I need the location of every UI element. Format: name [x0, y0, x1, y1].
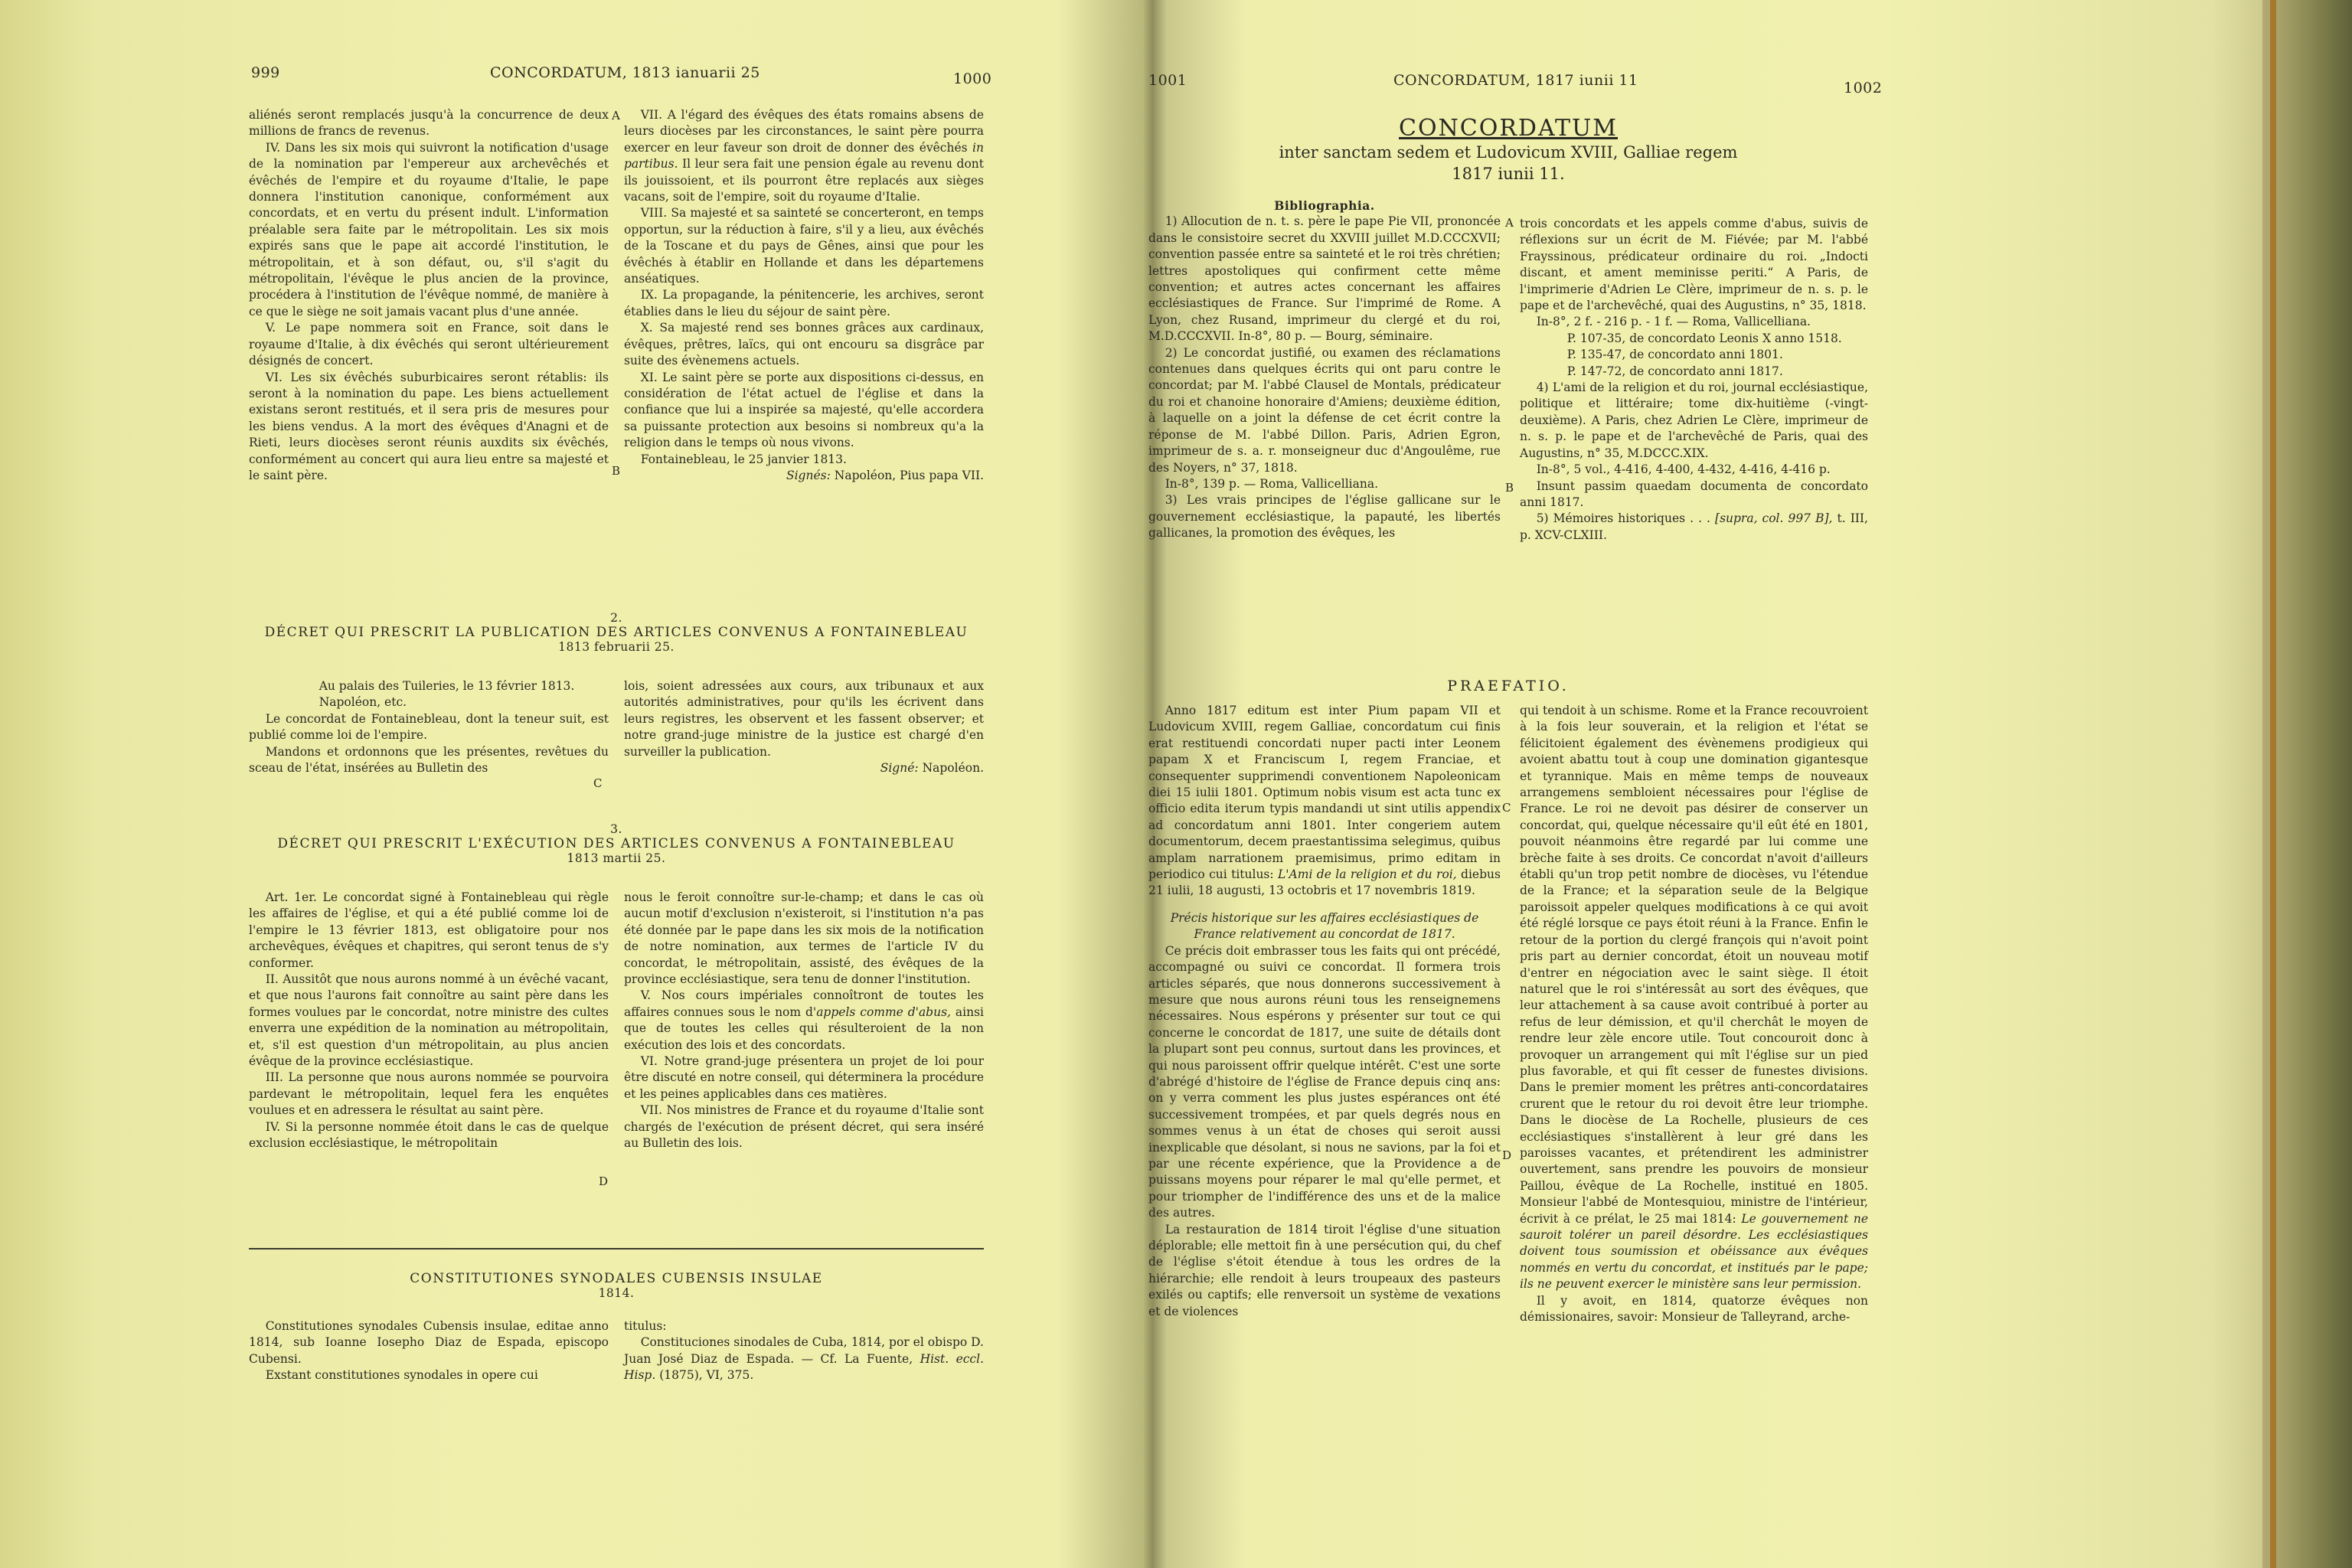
section-2-heading [249, 611, 984, 654]
bibliography-heading: Bibliographia. [1274, 198, 1375, 213]
bib-entry: In-8°, 2 f. - 216 p. - 1 f. — Roma, Vallicelliana. [1536, 315, 1811, 329]
paragraph: VIII. Sa majesté et sa sainteté se concerteront, en temps opportun, sur la réduction à faire, s'il y a lieu, aux évêchés de la Toscane et du pays de Gênes, ainsi que pour les évêchés à établir en Hollande et dans les départemens anséatiques. [624, 206, 984, 286]
paragraph: X. Sa majesté rend ses bonnes grâces aux cardinaux, évêques, prêtres, laïcs, qui ont encouru sa disgrâce par suite des évènemens actuels. [624, 321, 984, 368]
paragraph: Constitutiones synodales Cubensis insulae, editae anno 1814, sub Ioanne Iosepho Diaz de Espada, episcopo Cubensi. [249, 1319, 609, 1366]
paragraph: Il y avoit, en 1814, quatorze évêques non démissionaires, savoir: Monsieur de Talleyrand, arche- [1520, 1293, 1868, 1325]
margin-letter-b: B [612, 464, 621, 478]
margin-letter-c: C [593, 776, 603, 790]
margin-letter-a: A [612, 109, 620, 122]
paragraph: Mandons et ordonnons que les présentes, revêtues du sceau de l'état, insérées au Bulletin des [249, 744, 609, 776]
paragraph: La restauration de 1814 tiroit l'église d'une situation déplorable; elle mettoit fin à une persécution qui, du chef de l'église s'étoit étendue à tous les ordres de la hiérarchie; elle rendoit à leurs troupeaux des pasteurs exilés ou captifs; elle renversoit un système de vexations et de violences [1148, 1222, 1501, 1318]
paragraph: Au palais des Tuileries, le 13 février 1813. [318, 679, 575, 693]
section-4-col2 [624, 1318, 984, 1384]
section-date: 1814. [598, 1286, 635, 1300]
margin-letter-d: D [599, 1174, 609, 1188]
bibliography-col2 [1520, 216, 1868, 544]
paragraph: titulus: [624, 1319, 667, 1333]
left-col1-top [249, 107, 609, 484]
paragraph: Exstant constitutiones synodales in opere cui [265, 1368, 538, 1383]
concordat-date: 1817 iunii 11. [1452, 165, 1565, 183]
section-2-col1 [249, 678, 609, 776]
paragraph: VI. Notre grand-juge présentera un projet de loi pour être discuté en notre conseil, qui déterminera la procédure et les peines applicables dans ces matières. [624, 1054, 984, 1101]
section-number: 3. [610, 822, 622, 836]
left-page [0, 0, 1148, 1568]
paragraph: VII. Nos ministres de France et du royaume d'Italie sont chargés de l'exécution de présent décret, qui sera inséré au Bulletin des lois. [624, 1103, 984, 1151]
paragraph: aliénés seront remplacés jusqu'à la concurrence de deux millions de francs de revenus. [249, 108, 609, 139]
margin-letter-a: A [1505, 216, 1514, 230]
section-title: DÉCRET QUI PRESCRIT L'EXÉCUTION DES ARTICLES CONVENUS A FONTAINEBLEAU [277, 836, 956, 851]
bib-entry: 4) L'ami de la religion et du roi, journal ecclésiastique, politique et littéraire; tome dix-huitième (-vingt-deuxième). A Paris, chez Adrien Le Clère, imprimeur de n. s. p. le pape et de l'archevêché de Paris, quai des Augustins, n° 35, M.DCCC.XIX. [1520, 381, 1868, 460]
margin-letter-d: D [1502, 1148, 1512, 1162]
paragraph: Napoléon, etc. [318, 695, 407, 710]
binding-band [2270, 0, 2276, 1568]
paragraph: IV. Dans les six mois qui suivront la notification d'usage de la nomination par l'empereur aux archevêchés et évêchés de l'empire et du royaume d'Italie, le pape donnera l'institution canonique, conformément aux concordats, et en vertu du présent indult. L'information préalable sera faite par le métropolitain. Les six mois expirés sans que le pape ait accordé l'institution, le métropolitain, et à son défaut, ou, s'il s'agit du métropolitain, l'évêque le plus ancien de la province, procédera à l'institution de l'évêque nommé, de manière à ce que le siège ne soit jamais vacant plus d'une année. [249, 140, 609, 318]
paragraph: Art. 1er. Le concordat signé à Fontainebleau qui règle les affaires de l'église, et qui a été publié comme loi de l'empire le 13 février 1813, est obligatoire pour nos archevêques, évêques et chapitres, qui seront tenus de s'y conformer. [249, 890, 609, 970]
paragraph: VII. A l'égard des évêques des états romains absens de leurs diocèses par les circonstances, le saint père pourra exercer en leur faveur son droit de donner des évêchés in partibus. Il leur sera fait une pension égale au revenu dont ils jouissoient, et ils pourront être replacés aux sièges vacans, soit de l'empire, soit du royaume d'Italie. [624, 108, 984, 204]
bib-entry: In-8°, 139 p. — Roma, Vallicelliana. [1165, 476, 1379, 491]
left-page-number-2: 1000 [953, 70, 992, 87]
signature-line: Signé: Napoléon. [880, 761, 984, 776]
section-2-col2 [624, 678, 984, 776]
bib-entry: trois concordats et les appels comme d'abus, suivis de réflexions sur un écrit de M. Fiévée; par M. l'abbé Frayssinous, prédicateur ordinaire du roi. „Indocti discant, et ament meminisse periti.“ A Paris, de l'imprimerie d'Adrien Le Clère, imprimeur de n. s. p. le pape et de l'archevêché, quai des Augustins, n° 35, 1818. [1520, 217, 1868, 313]
concordat-title-block [1148, 115, 1868, 185]
section-title: CONSTITUTIONES SYNODALES CUBENSIS INSULAE [410, 1271, 823, 1286]
bib-entry: P. 107-35, de concordato Leonis X anno 1518. [1566, 331, 1842, 345]
section-4-heading [249, 1271, 984, 1300]
paragraph: Le concordat de Fontainebleau, dont la teneur suit, est publié comme loi de l'empire. [249, 711, 609, 743]
paragraph: V. Le pape nommera soit en France, soit dans le royaume d'Italie, à dix évêchés qui seront ultérieurement désignés de concert. [249, 321, 609, 368]
bib-entry: Insunt passim quaedam documenta de concordato anni 1817. [1520, 479, 1868, 509]
praefatio-col2 [1520, 703, 1868, 1325]
section-date: 1813 februarii 25. [558, 640, 675, 654]
left-col2-top [624, 107, 984, 484]
section-number: 2. [610, 611, 622, 625]
paragraph: II. Aussitôt que nous aurons nommé à un évêché vacant, et que nous l'aurons fait connoître au saint père dans les formes voulues par le concordat, notre ministre des cultes enverra une expédition de la nomination au métropolitain, et, s'il est question d'un métropolitain, au plus ancien évêque de la province ecclésiastique. [249, 972, 609, 1069]
paragraph: VI. Les six évêchés suburbicaires seront rétablis: ils seront à la nomination du pape. Les biens actuellement existans seront restitués, et il sera pris de mesures pour les biens vendus. A la mort des évêques d'Anagni et de Rieti, leurs diocèses seront réunis auxdits six évêchés, conformément au concert qui aura lieu entre sa majesté et le saint père. [249, 370, 609, 482]
paragraph: qui tendoit à un schisme. Rome et la France recouvroient à la fois leur souverain, et la religion et l'état se félicitoient également des évènemens prodigieux qui avoient abattu tout à coup une domination gigantesque et tyrannique. Mais en même temps de nouveaux arrangemens sembloient nécessaires pour l'église de France. Le roi ne devoit pas désirer de conserver un concordat, qui, quelque nécessaire qu'il eût été en 1801, pouvoit néanmoins être regardé par lui comme une brèche faite à ses droits. Ce concordat n'avoit d'ailleurs établi qu'un trop petit nombre de diocèses, vu l'étendue de la France; et la séparation seule de la Belgique paroissoit appeler quelques modifications à ce qui avoit été réglé lorsque ce pays étoit réuni à la France. Enfin le retour de la portion du clergé françois qui n'avoit point pris part au dernier concordat, étoit un nouveau motif d'entrer en négociation avec le saint siège. Il étoit naturel que le roi s'intéressât au sort des évêques, que leur attachement à sa cause avoit contribué à porter au refus de leur démission, et qu'il cherchât le moyen de rendre leur zèle encore utile. Tout concouroit donc à provoquer un arrangement qui mît l'église sur un pied plus favorable, et qui fît cesser de funestes divisions. Dans le premier moment les prêtres anti-concordataires crurent que le retour du roi devoit être leur triomphe. Dans le diocèse de La Rochelle, plusieurs de ces ecclésiastiques s'installèrent à leur gré dans les paroisses vacantes, et prétendirent les administrer ouvertement, sans prendre les pouvoirs de monsieur Paillou, évêque de La Rochelle, institué en 1805. Monsieur l'abbé de Montesquiou, ministre de l'intérieur, écrivit à ce prélat, le 25 mai 1814: Le gouvernement ne sauroit tolérer un pareil désordre. Les ecclésiastiques doivent tous soumission et obéissance aux évêques nommés en vertu du concordat, et institués par le pape; ils ne peuvent exercer le ministère sans leur permission. [1520, 704, 1868, 1292]
paragraph: Anno 1817 editum est inter Pium papam VII et Ludovicum XVIII, regem Galliae, concordatum cui finis erat restituendi concordati nuper pacti inter Leonem papam X et Franciscum I, regem Franciae, et consequenter supprimendi conventionem Napoleonicam diei 15 iulii 1801. Optimum nobis visum est acta tunc ex officio edita iterum typis mandandi ut sint utilis appendix ad concordatum anni 1801. Inter congeriem autem documentorum, decem praestantissima selegimus, quibus amplam narrationem praemisimus, primo editam in periodico cui titulus: L'Ami de la religion et du roi, diebus 21 iulii, 18 augusti, 13 octobris et 17 novembris 1819. [1148, 704, 1501, 898]
paragraph: Constituciones sinodales de Cuba, 1814, por el obispo D. Juan José Diaz de Espada. — Cf. La Fuente, Hist. eccl. Hisp. (1875), VI, 375. [624, 1335, 984, 1383]
bib-entry: 2) Le concordat justifié, ou examen des réclamations contenues dans quelques écrits qui ont paru contre le concordat; par M. l'abbé Clausel de Montals, prédicateur du roi et chanoine honoraire d'Amiens; deuxième édition, à laquelle on a joint la défense de cet écrit contre la réponse de M. l'abbé Dillon. Paris, Adrien Egron, imprimeur de s. a. r. monseigneur duc d'Angoulême, rue des Noyers, n° 37, 1818. [1148, 345, 1501, 475]
bib-entry: In-8°, 5 vol., 4-416, 4-400, 4-432, 4-416, 4-416 p. [1536, 462, 1831, 477]
concordat-subtitle: inter sanctam sedem et Ludovicum XVIII, Galliae regem [1279, 143, 1738, 162]
precis-title: Précis historique sur les affaires ecclésiastiques de France relativement au concordat de 1817. [1170, 910, 1479, 942]
concordat-title: CONCORDATUM [1398, 115, 1619, 142]
book-edge [2262, 0, 2352, 1568]
right-page [1148, 0, 2266, 1568]
paragraph: XI. Le saint père se porte aux dispositions ci-dessus, en considération de l'état actuel de l'église et dans la confiance que lui a inspirée sa majesté, qu'elle accordera sa puissante protection aux besoins si nombreux qu'a la religion dans le temps où nous vivons. [624, 370, 984, 450]
paragraph: Fontainebleau, le 25 janvier 1813. [640, 452, 847, 466]
margin-letter-b: B [1505, 481, 1514, 495]
praefatio-col1 [1148, 703, 1501, 1320]
bib-entry: 5) Mémoires historiques . . . [supra, col. 997 B], t. III, p. XCV-CLXIII. [1520, 511, 1868, 542]
signature-line: Signés: Napoléon, Pius papa VII. [786, 468, 984, 482]
section-3-col2 [624, 890, 984, 1152]
paragraph: nous le feroit connoître sur-le-champ; et dans le cas où aucun motif d'exclusion n'existeroit, si l'institution n'a pas été donnée par le pape dans les six mois de la notification de notre nomination, aux termes de l'article IV du concordat, le métropolitain, assisté, des évêques de la province ecclésiastique, sera tenu de donner l'institution. [624, 890, 984, 987]
section-3-heading [249, 822, 984, 865]
bib-entry: 3) Les vrais principes de l'église gallicane sur le gouvernement ecclésiastique, la papauté, les libertés gallicanes, la promotion des évêques, les [1148, 493, 1501, 541]
bib-entry: P. 135-47, de concordato anni 1801. [1566, 348, 1783, 362]
bib-entry: 1) Allocution de n. t. s. père le pape Pie VII, prononcée dans le consistoire secret du XXVIII juillet M.D.CCCXVII; convention passée entre sa sainteté et le roi très chrétien; lettres apostoliques qui confirment cette même convention; et autres actes concernant les affaires ecclésiastiques de France. Sur l'imprimé de Rome. A Lyon, chez Rusand, imprimeur du clergé et du roi, M.D.CCCXVII. In-8°, 80 p. — Bourg, séminaire. [1148, 214, 1501, 344]
paragraph: V. Nos cours impériales connoîtront de toutes les affaires connues sous le nom d'appels comme d'abus, ainsi que de toutes les celles qui résulteroient de la non exécution des lois et des concordats. [624, 988, 984, 1052]
right-page-number-1: 1001 [1148, 72, 1187, 89]
margin-letter-c: C [1502, 801, 1511, 815]
bibliography-col1 [1148, 198, 1501, 542]
praefatio-heading: PRAEFATIO. [1447, 678, 1570, 694]
section-3-col1 [249, 890, 609, 1152]
section-divider [249, 1248, 984, 1250]
section-date: 1813 martii 25. [567, 851, 666, 865]
paragraph: III. La personne que nous aurons nommée se pourvoira pardevant le métropolitain, lequel fera les enquêtes voulues et en adressera le résultat au saint père. [249, 1070, 609, 1118]
section-title: DÉCRET QUI PRESCRIT LA PUBLICATION DES ARTICLES CONVENUS A FONTAINEBLEAU [264, 625, 969, 640]
left-page-number-1: 999 [251, 64, 280, 81]
paragraph: lois, soient adressées aux cours, aux tribunaux et aux autorités administratives, pour qu'ils les écrivent dans leurs registres, les observent et les fassent observer; et notre grand-juge ministre de la justice est chargé d'en surveiller la publication. [624, 679, 984, 759]
left-running-title: CONCORDATUM, 1813 ianuarii 25 [490, 64, 760, 81]
right-running-title: CONCORDATUM, 1817 iunii 11 [1393, 72, 1638, 89]
paragraph: IV. Si la personne nommée étoit dans le cas de quelque exclusion ecclésiastique, le métropolitain [249, 1119, 609, 1151]
right-page-number-2: 1002 [1844, 80, 1883, 96]
paragraph: IX. La propagande, la pénitencerie, les archives, seront établies dans le lieu du séjour de saint père. [624, 288, 984, 318]
section-4-col1 [249, 1318, 609, 1384]
bib-entry: P. 147-72, de concordato anni 1817. [1566, 364, 1783, 378]
paragraph: Ce précis doit embrasser tous les faits qui ont précédé, accompagné ou suivi ce concordat. Il formera trois articles séparés, que nous donnerons successivement à mesure que nous aurons réuni tous les renseignemens nécessaires. Nous espérons y présenter sur tout ce qui concerne le concordat de 1817, une suite de détails dont la plupart sont peu connus, surtout dans les provinces, et qui nous paroissent offrir quelque intérêt. C'est une sorte d'abrégé d'histoire de l'église de France depuis cinq ans: on y verra comment les plus justes espérances ont été successivement trompées, et par quels degrés nous en sommes venus à un état de choses qui seroit aussi inexplicable que désolant, si nous ne savions, par la foi et par une récente expérience, que la Providence a de puissans moyens pour réparer le mal qu'elle permet, et pour triompher de l'indifférence des uns et de la malice des autres. [1148, 943, 1501, 1220]
